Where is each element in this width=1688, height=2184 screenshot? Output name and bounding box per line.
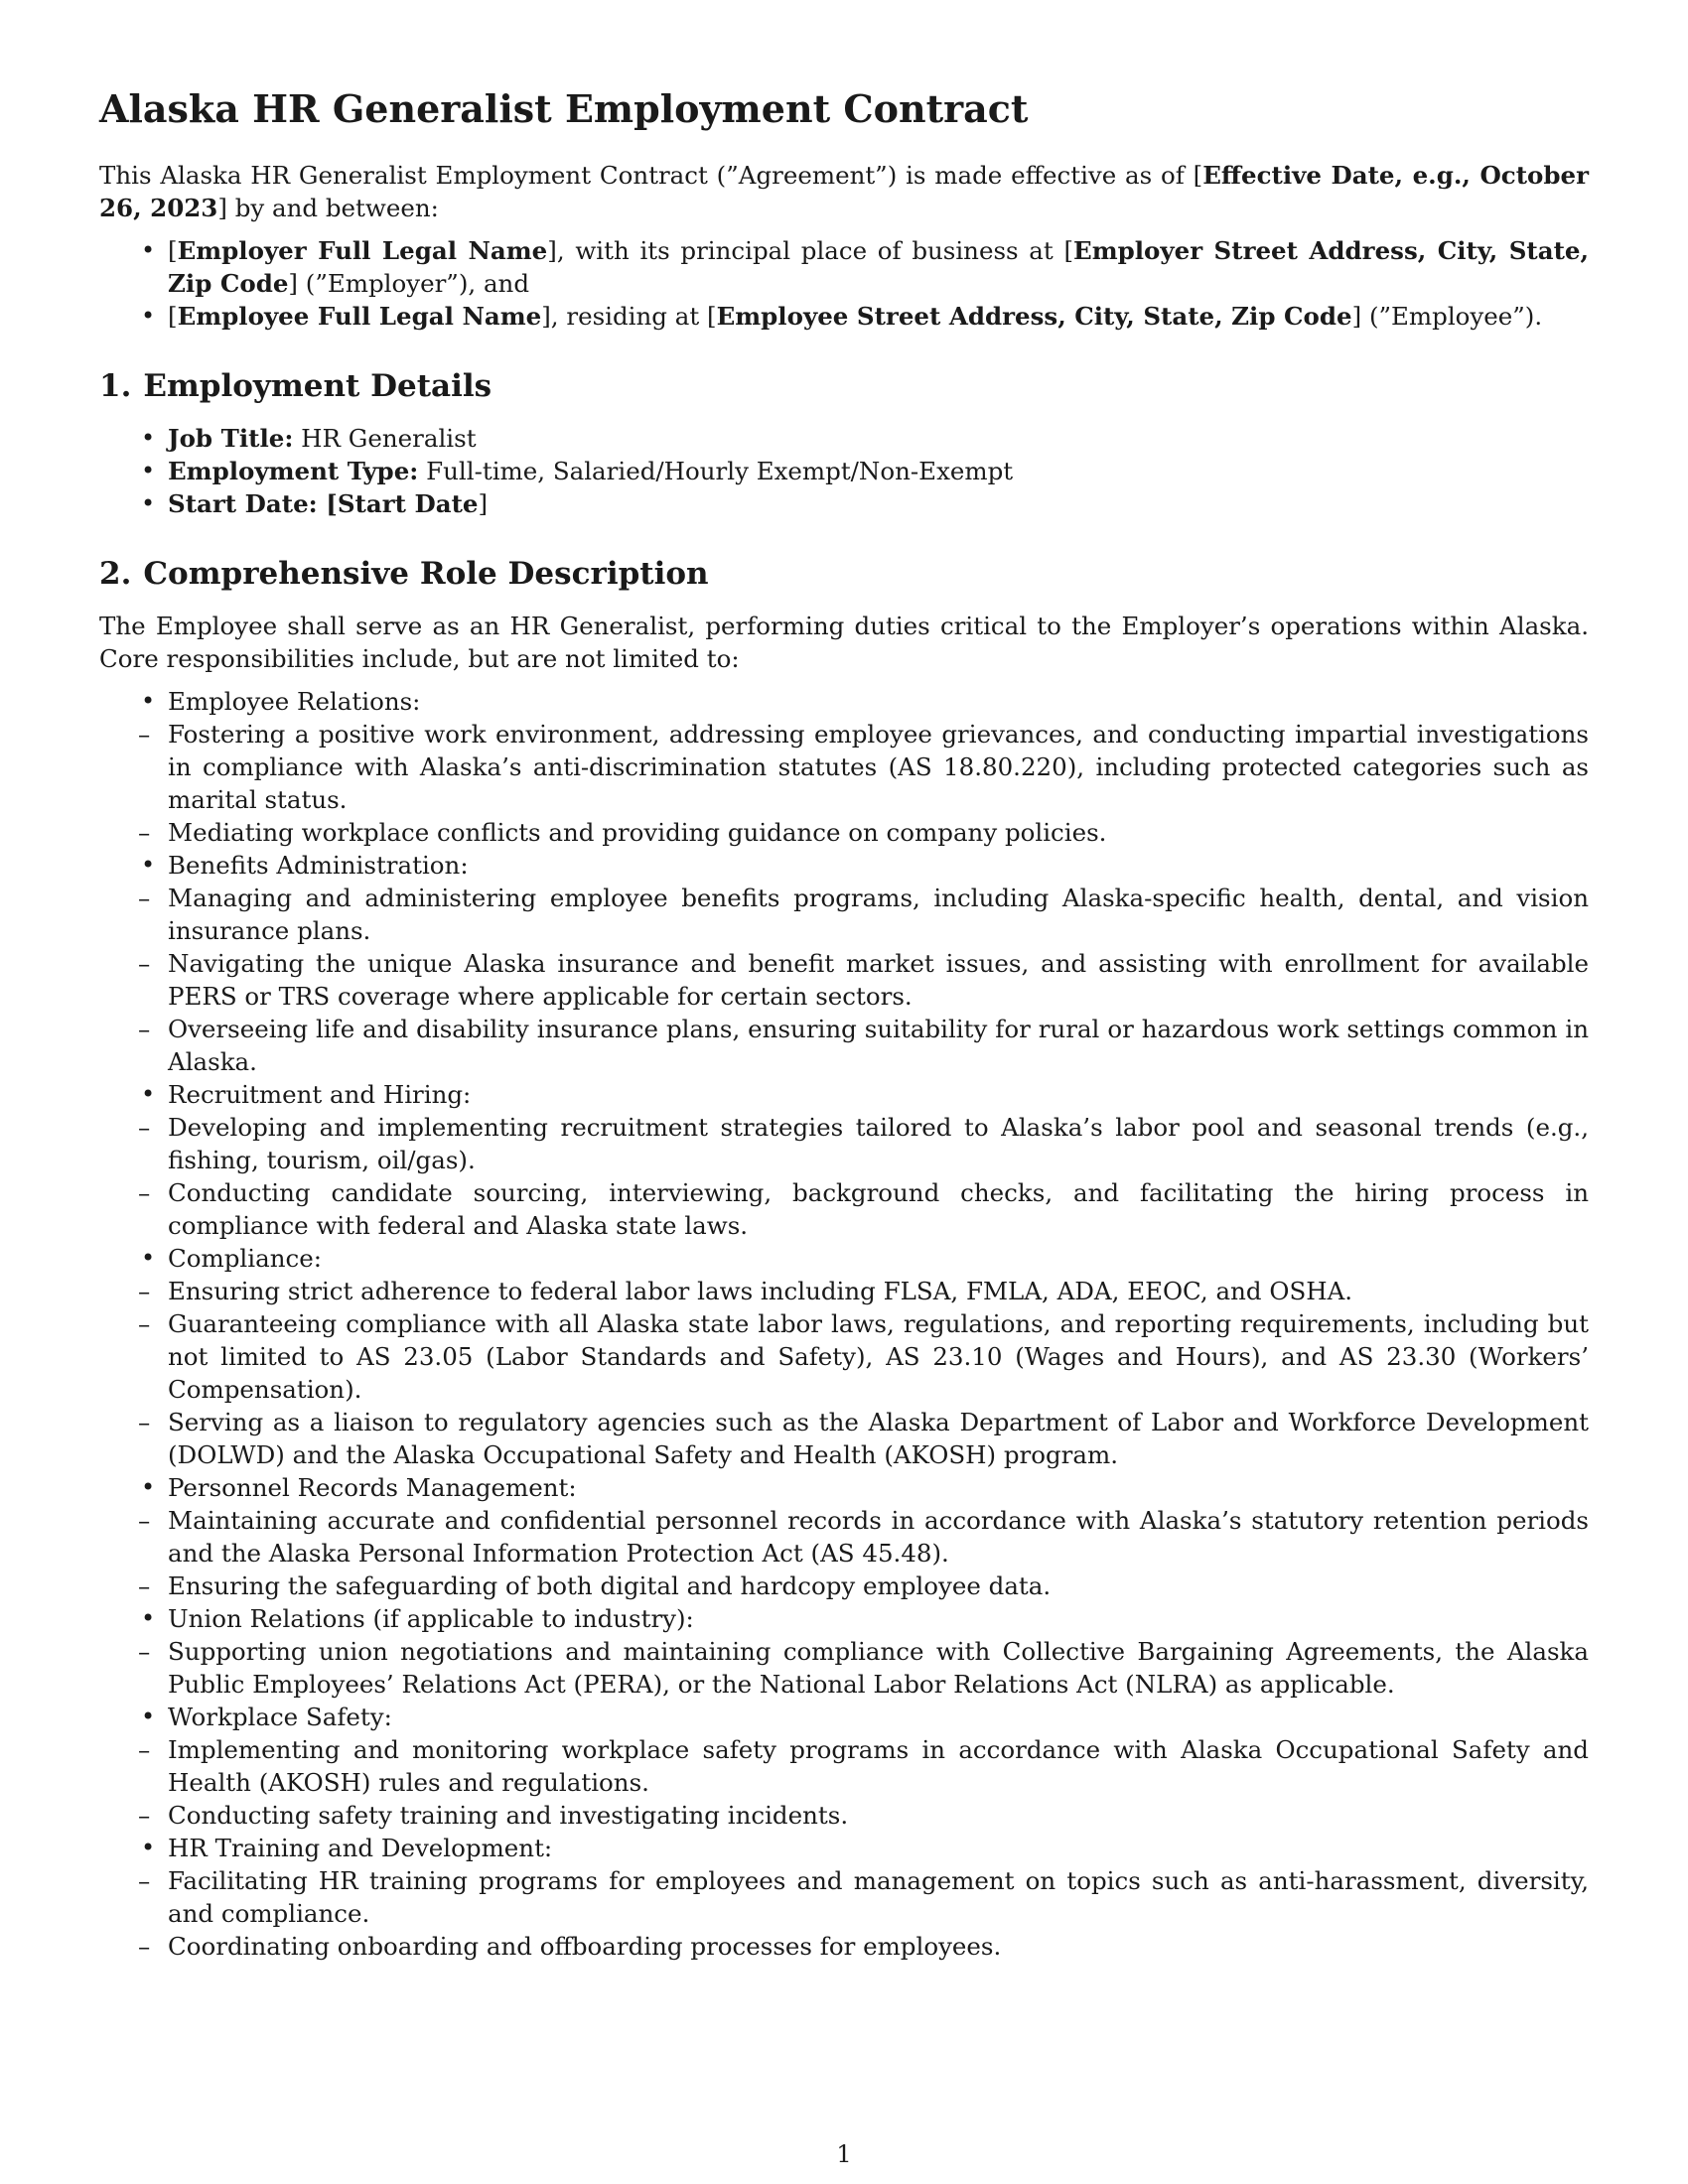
section-1-heading	[99, 366, 1589, 406]
party-employee	[99, 300, 1589, 333]
section-title: Comprehensive Role Description	[143, 556, 709, 592]
employment-details-list	[99, 422, 1589, 520]
category-label: Workplace Safety:	[168, 1703, 392, 1731]
employee-address-placeholder: Employee Street Address, City, State, Zip Code	[716, 302, 1352, 331]
list-item: – Conducting candidate sourcing, interviewing, background checks, and facilitating the hiring process in compliance with federal and Alaska state laws.	[108, 1176, 1589, 1242]
list-item: – Managing and administering employee benefits programs, including Alaska-specific health, dental, and vision insurance plans.	[108, 882, 1589, 947]
detail-employment-type	[99, 455, 1589, 487]
sub-list	[168, 882, 1589, 1078]
intro-text-after: ] by and between:	[217, 194, 439, 222]
category-union-relations	[99, 1602, 1589, 1701]
list-item: – Supporting union negotiations and maintaining compliance with Collective Bargaining Agreements, the Alaska Public Employees’ Relations Act (PERA), or the National Labor Relations Act (NLRA) as applicable.	[108, 1635, 1589, 1701]
detail-start-date	[99, 487, 1589, 520]
list-item: – Facilitating HR training programs for employees and management on topics such as anti-harassment, diversity, and compliance.	[108, 1864, 1589, 1930]
document-title: Alaska HR Generalist Employment Contract	[99, 86, 1029, 131]
category-label: HR Training and Development:	[168, 1834, 553, 1862]
list-item: – Overseeing life and disability insurance plans, ensuring suitability for rural or hazardous work settings common in Alaska.	[108, 1013, 1589, 1078]
category-label: Recruitment and Hiring:	[168, 1080, 472, 1109]
document-page	[99, 85, 1589, 1971]
sub-list	[168, 718, 1589, 849]
party-text-end: ] (”Employer”), and	[288, 269, 530, 298]
list-item: – Conducting safety training and investigating incidents.	[108, 1799, 1589, 1832]
detail-value: HR Generalist	[293, 424, 477, 453]
list-item: – Guaranteeing compliance with all Alaska state labor laws, regulations, and reporting requirements, including but not limited to AS 23.05 (Labor Standards and Safety), AS 23.10 (Wages and Hours), and AS 23.30 (Workers’ Compensation).	[108, 1307, 1589, 1406]
list-item: – Maintaining accurate and confidential personnel records in accordance with Alaska’s statutory retention periods and the Alaska Personal Information Protection Act (AS 45.48).	[108, 1504, 1589, 1570]
sub-list	[168, 1111, 1589, 1242]
detail-value: ]	[478, 489, 489, 518]
detail-label: Employment Type:	[168, 457, 419, 485]
party-text-end: ] (”Employee”).	[1351, 302, 1543, 331]
section-2-heading	[99, 554, 1589, 594]
list-item: – Implementing and monitoring workplace safety programs in accordance with Alaska Occupational Safety and Health (AKOSH) rules and regulations.	[108, 1733, 1589, 1799]
category-benefits-administration	[99, 849, 1589, 1078]
category-label: Personnel Records Management:	[168, 1473, 577, 1502]
list-item: – Developing and implementing recruitment strategies tailored to Alaska’s labor pool and seasonal trends (e.g., fishing, tourism, oil/gas).	[108, 1111, 1589, 1176]
list-item: – Mediating workplace conflicts and providing guidance on company policies.	[108, 816, 1589, 849]
section-title: Employment Details	[143, 368, 492, 404]
parties-list	[99, 234, 1589, 333]
category-label: Benefits Administration:	[168, 851, 469, 880]
employee-name-placeholder: Employee Full Legal Name	[177, 302, 542, 331]
category-label: Compliance:	[168, 1244, 322, 1273]
party-employer	[99, 234, 1589, 300]
section-number: 2.	[99, 556, 132, 592]
category-label: Union Relations (if applicable to industry):	[168, 1604, 694, 1633]
detail-job-title	[99, 422, 1589, 455]
sub-list	[168, 1733, 1589, 1832]
category-compliance	[99, 1242, 1589, 1471]
detail-label: Start Date: [Start Date	[168, 489, 479, 518]
list-item: – Fostering a positive work environment, addressing employee grievances, and conducting impartial investigations in compliance with Alaska’s anti-discrimination statutes (AS 18.80.220), including protected categories such as marital status.	[108, 718, 1589, 816]
category-hr-training	[99, 1832, 1589, 1963]
section-2-intro: The Employee shall serve as an HR Generalist, performing duties critical to the Employer’s operations within Alaska. Core responsibilities include, but are not limited to:	[99, 612, 1589, 673]
page-number: 1	[836, 2140, 852, 2168]
employer-address-placeholder: Employer Street Address, City, State, Zip Code	[168, 236, 1590, 298]
bracket-open: [	[168, 236, 178, 265]
category-personnel-records	[99, 1471, 1589, 1602]
employer-name-placeholder: Employer Full Legal Name	[177, 236, 548, 265]
party-text: ], with its principal place of business at [	[547, 236, 1074, 265]
sub-list	[168, 1864, 1589, 1963]
bracket-open: [	[168, 302, 178, 331]
category-label: Employee Relations:	[168, 687, 421, 716]
category-workplace-safety	[99, 1701, 1589, 1832]
sub-list	[168, 1504, 1589, 1602]
list-item: – Coordinating onboarding and offboarding processes for employees.	[108, 1930, 1589, 1963]
responsibilities-list	[99, 685, 1589, 1963]
sub-list	[168, 1275, 1589, 1471]
intro-text-before: This Alaska HR Generalist Employment Contract (”Agreement”) is made effective as of [	[99, 161, 1203, 190]
effective-date-placeholder: Effective Date, e.g., October 26, 2023	[99, 161, 1589, 222]
section-number: 1.	[99, 368, 132, 404]
intro-paragraph	[99, 159, 1589, 224]
list-item: – Ensuring strict adherence to federal labor laws including FLSA, FMLA, ADA, EEOC, and OSHA.	[108, 1275, 1589, 1307]
category-recruitment	[99, 1078, 1589, 1242]
sub-list	[168, 1635, 1589, 1701]
list-item: – Navigating the unique Alaska insurance and benefit market issues, and assisting with enrollment for available PERS or TRS coverage where applicable for certain sectors.	[108, 947, 1589, 1013]
party-text: ], residing at [	[541, 302, 717, 331]
detail-value: Full-time, Salaried/Hourly Exempt/Non-Exempt	[418, 457, 1014, 485]
list-item: – Serving as a liaison to regulatory agencies such as the Alaska Department of Labor and Workforce Development (DOLWD) and the Alaska Occupational Safety and Health (AKOSH) program.	[108, 1406, 1589, 1471]
category-employee-relations	[99, 685, 1589, 849]
list-item: – Ensuring the safeguarding of both digital and hardcopy employee data.	[108, 1570, 1589, 1602]
detail-label: Job Title:	[168, 424, 294, 453]
